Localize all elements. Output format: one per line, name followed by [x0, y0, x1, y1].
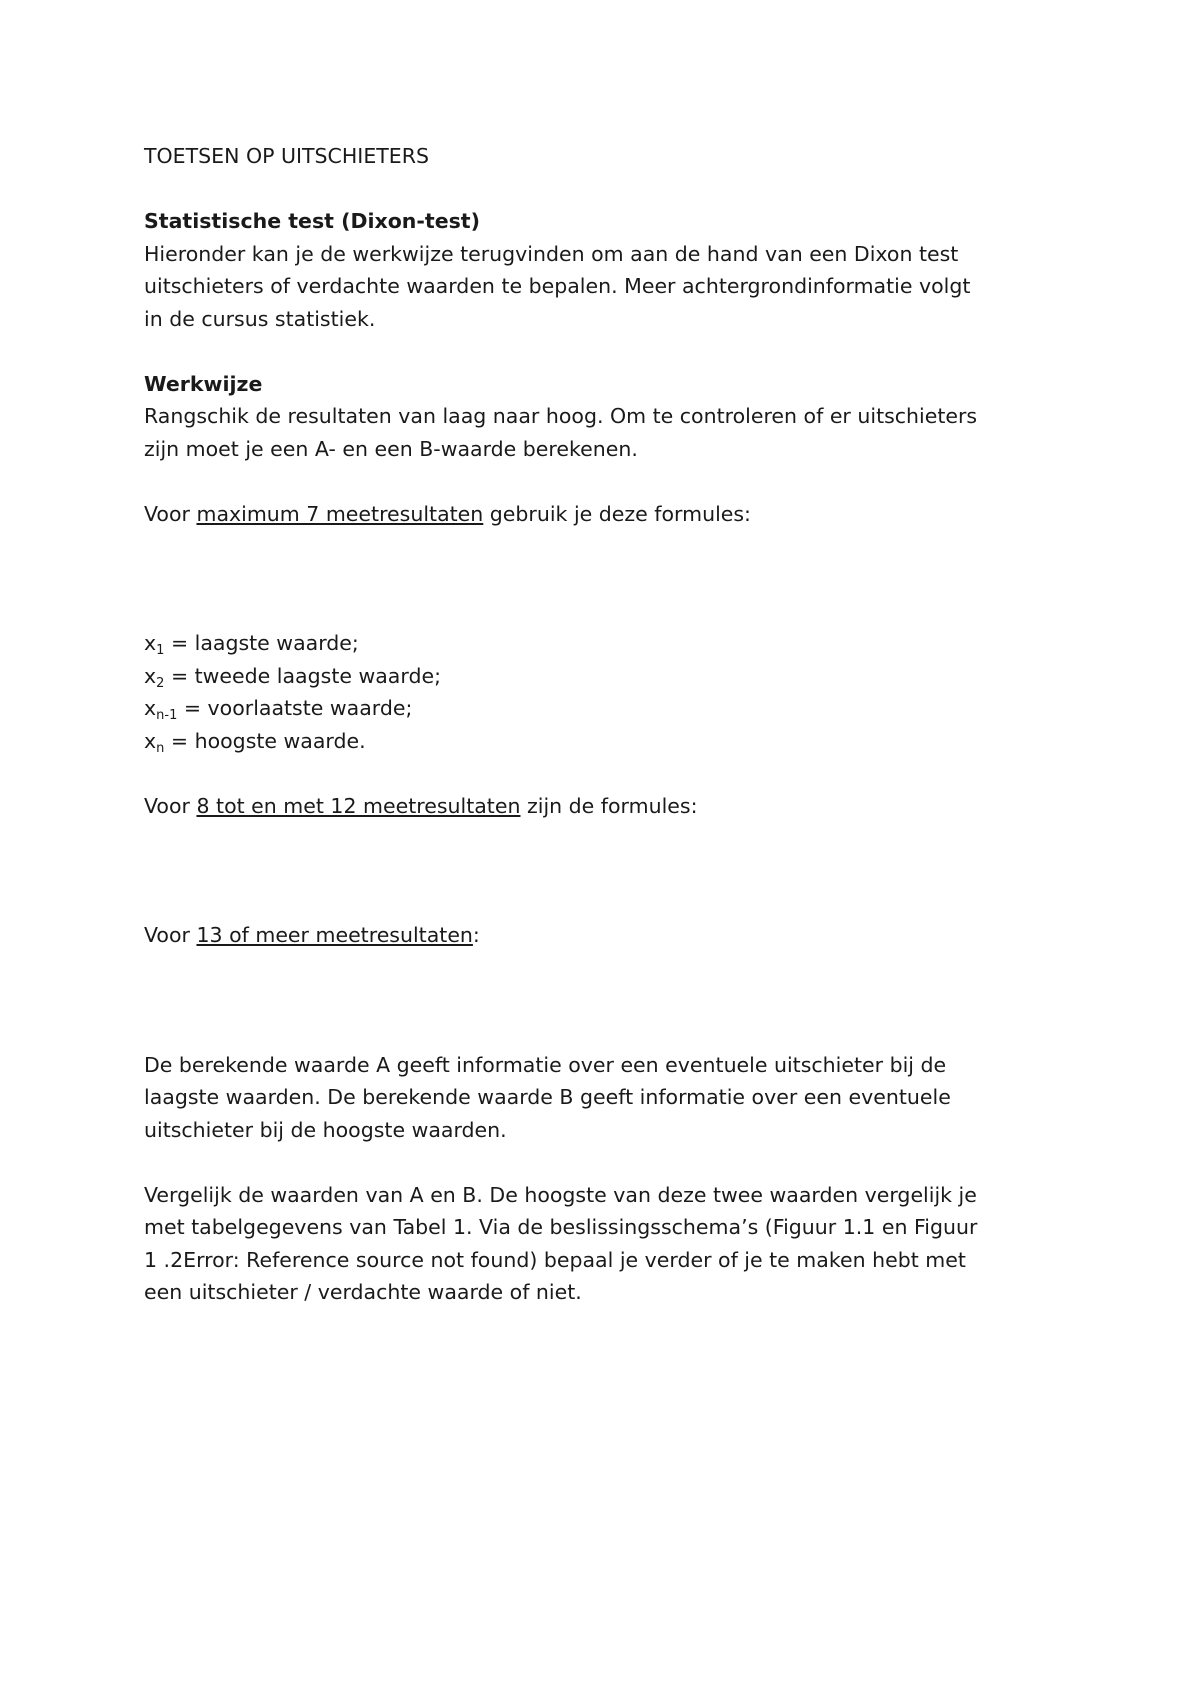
intro-line-2: uitschieters of verdachte waarden te bepalen. Meer achtergrondinformatie volgt: [144, 274, 971, 298]
definition-var: x: [144, 631, 157, 655]
definition-subscript: 2: [156, 675, 165, 691]
section-heading-dixon: Statistische test (Dixon-test): [144, 209, 480, 233]
range8to12-pre: Voor: [144, 793, 197, 818]
werkwijze-line-2: zijn moet je een A- en een B-waarde berekenen.: [144, 436, 638, 461]
ab-line-3: uitschieter bij de hoogste waarden.: [144, 1117, 507, 1142]
definition-subscript: 1: [156, 643, 165, 658]
definition-text: = voorlaatste waarde;: [177, 696, 413, 720]
formula-area-8to12: [144, 822, 1074, 919]
spacer: [144, 757, 1074, 790]
compare-line-4: een uitschieter / verdachte waarde of niet.: [144, 1280, 582, 1304]
formula-area-over13: [144, 952, 1074, 1049]
document-page: [144, 140, 1074, 1309]
definition-var: x: [144, 728, 157, 753]
over13-underlined: 13 of meer meetresultaten: [196, 923, 473, 947]
over13-post: :: [472, 923, 480, 947]
compare-line-3: 1 .2Error: Reference source not found) bepaal je verder of je te maken hebt met: [144, 1247, 966, 1272]
definition-x2: [144, 660, 1074, 693]
definition-xn-1: [144, 692, 1074, 725]
compare-line-2: met tabelgegevens van Tabel 1. Via de beslissingsschema’s (Figuur 1.1 en Figuur: [144, 1215, 978, 1239]
formula-area-max7: [144, 530, 1074, 627]
spacer: [144, 335, 1074, 368]
spacer: [144, 1146, 1074, 1179]
intro-line-3: in de cursus statistiek.: [144, 306, 376, 331]
definition-text: = tweede laagste waarde;: [164, 663, 441, 688]
definition-subscript: n-1: [156, 708, 178, 723]
document-title: TOETSEN OP UITSCHIETERS: [144, 144, 430, 168]
ab-line-1: De berekende waarde A geeft informatie over een eventuele uitschieter bij de: [144, 1052, 947, 1077]
max7-pre: Voor: [144, 501, 197, 526]
spacer: [144, 173, 1074, 206]
definition-text: = laagste waarde;: [164, 631, 359, 655]
range8to12-underlined: 8 tot en met 12 meetresultaten: [196, 793, 521, 818]
definition-var: x: [144, 663, 157, 688]
spacer: [144, 465, 1074, 498]
definition-x1: [144, 627, 1074, 660]
ab-line-2: laagste waarden. De berekende waarde B geeft informatie over een eventuele: [144, 1085, 951, 1109]
werkwijze-line-1: Rangschik de resultaten van laag naar hoog. Om te controleren of er uitschieters: [144, 404, 978, 428]
section-heading-werkwijze: Werkwijze: [144, 371, 263, 396]
over13-sentence: [144, 919, 1074, 952]
definition-subscript: n: [156, 740, 165, 756]
definition-xn: [144, 725, 1074, 758]
range8to12-sentence: [144, 790, 1074, 823]
max7-underlined: maximum 7 meetresultaten: [196, 501, 484, 526]
range8to12-post: zijn de formules:: [520, 793, 698, 818]
max7-post: gebruik je deze formules:: [483, 501, 751, 526]
definition-text: = hoogste waarde.: [164, 728, 366, 753]
max7-sentence: [144, 498, 1074, 531]
definition-var: x: [144, 696, 157, 720]
over13-pre: Voor: [144, 923, 197, 947]
intro-line-1: Hieronder kan je de werkwijze terugvinden om aan de hand van een Dixon test: [144, 241, 959, 266]
compare-line-1: Vergelijk de waarden van A en B. De hoogste van deze twee waarden vergelijk je: [144, 1182, 977, 1207]
